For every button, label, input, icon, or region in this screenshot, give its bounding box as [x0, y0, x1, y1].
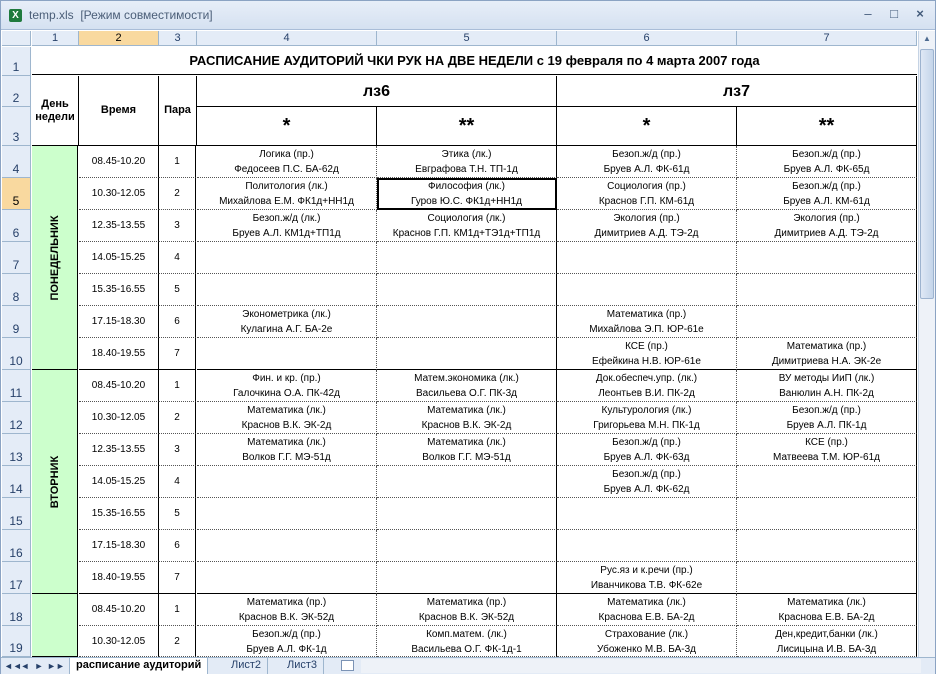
day-cell[interactable]	[32, 594, 78, 657]
schedule-cell[interactable]	[197, 210, 377, 242]
schedule-cell[interactable]	[557, 338, 737, 370]
class-subject: Культурология (лк.)	[601, 405, 692, 416]
schedule-cell[interactable]	[737, 178, 917, 210]
schedule-cell[interactable]	[197, 370, 377, 402]
schedule-cell[interactable]	[197, 242, 377, 274]
schedule-cell[interactable]	[377, 338, 557, 370]
schedule-cell[interactable]	[197, 338, 377, 370]
class-teacher-group: Краснова Е.В. БА-2д	[778, 612, 875, 623]
class-subject: Экология (пр.)	[793, 213, 860, 224]
time-cell[interactable]: 14.05-15.25	[79, 242, 159, 274]
schedule-cell[interactable]	[737, 274, 917, 306]
class-teacher-group: Федосеев П.С. БА-62д	[234, 164, 339, 175]
para-cell[interactable]: 6	[159, 530, 196, 562]
class-teacher-group: Убоженко М.В. БА-3д	[597, 644, 696, 655]
schedule-cell[interactable]	[737, 498, 917, 530]
time-cell[interactable]: 17.15-18.30	[79, 306, 159, 338]
schedule-cell[interactable]	[737, 306, 917, 338]
day-label: ВТОРНИК	[48, 455, 61, 508]
para-cell[interactable]: 5	[159, 498, 196, 530]
row-header[interactable]: 12	[2, 402, 31, 434]
class-subject: Экология (пр.)	[613, 213, 680, 224]
para-cell[interactable]: 7	[159, 562, 196, 594]
schedule-cell[interactable]	[737, 242, 917, 274]
para-cell[interactable]: 6	[159, 306, 196, 338]
class-subject: Безоп.ж/д (пр.)	[792, 149, 861, 160]
class-teacher-group: Краснов В.К. ЭК-2д	[421, 420, 512, 431]
class-subject: Безоп.ж/д (пр.)	[612, 149, 681, 160]
class-subject: Математика (лк.)	[247, 405, 326, 416]
class-subject: Безоп.ж/д (пр.)	[612, 437, 681, 448]
schedule-cell[interactable]	[557, 306, 737, 338]
time-cell[interactable]: 15.35-16.55	[79, 498, 159, 530]
time-cell[interactable]: 08.45-10.20	[79, 146, 159, 178]
column-header[interactable]: 3	[159, 31, 197, 46]
class-subject: КСЕ (пр.)	[805, 437, 848, 448]
class-teacher-group: Бруев А.Л. ФК-61д	[603, 164, 690, 175]
first-sheet-icon[interactable]: ◄◄	[4, 661, 22, 671]
class-teacher-group: Григорьева М.Н. ПК-1д	[593, 420, 700, 431]
day-label: ПОНЕДЕЛЬНИК	[48, 214, 61, 301]
row-header[interactable]: 6	[2, 210, 31, 242]
scroll-up-icon[interactable]: ▲	[923, 34, 931, 43]
class-subject: Док.обеспеч.упр. (лк.)	[595, 373, 698, 384]
header-para[interactable]: Пара	[159, 76, 197, 146]
schedule-cell[interactable]	[377, 530, 557, 562]
para-cell[interactable]: 4	[159, 466, 196, 498]
prev-sheet-icon[interactable]: ◄	[20, 661, 30, 671]
row-header[interactable]: 5	[2, 178, 31, 210]
schedule-cell[interactable]	[377, 370, 557, 402]
para-cell[interactable]: 5	[159, 274, 196, 306]
class-subject: Фин. и кр. (пр.)	[252, 373, 321, 384]
schedule-cell[interactable]	[377, 146, 557, 178]
class-teacher-group: Васильева О.Г. ФК-1д-1	[411, 644, 522, 655]
schedule-cell[interactable]	[377, 466, 557, 498]
schedule-cell[interactable]	[557, 402, 737, 434]
para-cell[interactable]: 3	[159, 210, 196, 242]
class-teacher-group: Ефейкина Н.В. ЮР-61е	[592, 356, 701, 367]
header-time[interactable]: Время	[79, 76, 159, 146]
schedule-cell[interactable]	[737, 210, 917, 242]
schedule-cell[interactable]	[197, 626, 377, 657]
row-header[interactable]: 7	[2, 242, 31, 274]
class-teacher-group: Гуров Ю.С. ФК1д+НН1д	[410, 196, 522, 207]
schedule-cell[interactable]	[737, 370, 917, 402]
sheet-tab-list3[interactable]: Лист3	[281, 658, 324, 674]
class-teacher-group: Краснов Г.П. КМ1д+ТЭ1д+ТП1д	[392, 228, 541, 239]
column-header[interactable]: 2	[79, 31, 159, 46]
class-teacher-group: Леонтьев В.И. ПК-2д	[598, 388, 695, 399]
class-teacher-group: Краснов В.К. ЭК-52д	[418, 612, 515, 623]
time-cell[interactable]: 10.30-12.05	[79, 178, 159, 210]
row-header[interactable]: 17	[2, 562, 31, 594]
schedule-cell[interactable]	[557, 434, 737, 466]
class-teacher-group: Матвеева Т.М. ЮР-61д	[773, 452, 880, 463]
class-subject: Математика (пр.)	[606, 309, 687, 320]
time-cell[interactable]: 12.35-13.55	[79, 434, 159, 466]
schedule-cell[interactable]	[197, 498, 377, 530]
class-teacher-group: Димитриева Н.А. ЭК-2е	[771, 356, 882, 367]
time-cell[interactable]: 18.40-19.55	[79, 562, 159, 594]
column-header[interactable]: 6	[557, 31, 737, 46]
class-teacher-group: Бруев А.Л. ФК-63д	[603, 452, 690, 463]
class-teacher-group: Ванюлин А.Н. ПК-2д	[779, 388, 874, 399]
class-subject: Этика (лк.)	[441, 149, 492, 160]
class-subject: ВУ методы ИиП (лк.)	[778, 373, 875, 384]
schedule-cell[interactable]	[377, 306, 557, 338]
class-subject: Математика (пр.)	[786, 341, 867, 352]
schedule-cell[interactable]	[197, 306, 377, 338]
para-cell[interactable]: 3	[159, 434, 196, 466]
schedule-cell[interactable]	[197, 402, 377, 434]
row-header[interactable]: 10	[2, 338, 31, 370]
schedule-cell[interactable]	[737, 562, 917, 594]
schedule-cell[interactable]	[377, 402, 557, 434]
time-cell[interactable]: 15.35-16.55	[79, 274, 159, 306]
schedule-cell[interactable]	[557, 178, 737, 210]
row-header[interactable]: 19	[2, 626, 31, 657]
class-subject: Социология (пр.)	[607, 181, 686, 192]
class-teacher-group: Бруев А.Л. КМ1д+ТП1д	[232, 228, 341, 239]
schedule-cell[interactable]	[197, 274, 377, 306]
row-header[interactable]: 8	[2, 274, 31, 306]
schedule-cell[interactable]	[737, 626, 917, 657]
next-sheet-icon[interactable]: ►	[34, 661, 44, 671]
title-bar	[1, 1, 935, 30]
day-cell[interactable]	[32, 146, 78, 370]
header-room-lz6[interactable]: лз6	[197, 76, 557, 107]
select-all-corner[interactable]	[2, 31, 31, 46]
class-teacher-group: Кулагина А.Г. БА-2е	[240, 324, 333, 335]
class-subject: Математика (пр.)	[246, 597, 327, 608]
time-cell[interactable]: 10.30-12.05	[79, 626, 159, 657]
sheet-tab-list2[interactable]: Лист2	[225, 658, 268, 674]
time-cell[interactable]: 17.15-18.30	[79, 530, 159, 562]
para-cell[interactable]: 1	[159, 370, 196, 402]
row-header[interactable]: 15	[2, 498, 31, 530]
schedule-cell[interactable]	[197, 530, 377, 562]
schedule-cell[interactable]	[197, 146, 377, 178]
class-teacher-group: Васильева О.Г. ПК-3д	[415, 388, 517, 399]
class-teacher-group: Бруев А.Л. КМ-61д	[783, 196, 870, 207]
time-cell[interactable]: 14.05-15.25	[79, 466, 159, 498]
class-teacher-group: Галочкина О.А. ПК-42д	[233, 388, 340, 399]
last-sheet-icon[interactable]: ►►	[47, 661, 65, 671]
class-subject: Безоп.ж/д (пр.)	[252, 629, 321, 640]
class-teacher-group: Михайлова Э.П. ЮР-61е	[589, 324, 704, 335]
header-week1-lz6[interactable]: *	[197, 107, 377, 146]
header-day[interactable]: День недели	[32, 76, 79, 146]
schedule-cell[interactable]	[197, 466, 377, 498]
schedule-cell[interactable]	[557, 242, 737, 274]
schedule-cell[interactable]	[737, 594, 917, 626]
time-cell[interactable]: 18.40-19.55	[79, 338, 159, 370]
schedule-cell[interactable]	[557, 146, 737, 178]
class-subject: Рус.яз и к.речи (пр.)	[600, 565, 693, 576]
class-teacher-group: Димитриев А.Д. ТЭ-2д	[774, 228, 879, 239]
class-teacher-group: Волков Г.Г. МЭ-51д	[242, 452, 331, 463]
schedule-cell[interactable]	[557, 530, 737, 562]
schedule-cell[interactable]	[377, 178, 557, 210]
class-subject: Математика (пр.)	[426, 597, 507, 608]
time-cell[interactable]: 08.45-10.20	[79, 594, 159, 626]
time-cell[interactable]: 10.30-12.05	[79, 402, 159, 434]
schedule-cell[interactable]	[557, 626, 737, 657]
row-header[interactable]: 14	[2, 466, 31, 498]
schedule-cell[interactable]	[377, 594, 557, 626]
class-subject: Матем.экономика (лк.)	[414, 373, 519, 384]
class-teacher-group: Волков Г.Г. МЭ-51д	[422, 452, 511, 463]
class-teacher-group: Краснова Е.В. БА-2д	[598, 612, 695, 623]
scroll-thumb[interactable]	[920, 49, 934, 299]
column-header[interactable]: 1	[32, 31, 79, 46]
class-teacher-group: Михайлова Е.М. ФК1д+НН1д	[219, 196, 354, 207]
schedule-cell[interactable]	[737, 466, 917, 498]
schedule-cell[interactable]	[557, 498, 737, 530]
column-header[interactable]: 4	[197, 31, 377, 46]
schedule-cell[interactable]	[737, 338, 917, 370]
row-header[interactable]: 16	[2, 530, 31, 562]
row-header[interactable]: 2	[2, 76, 31, 107]
class-teacher-group: Краснов В.К. ЭК-2д	[241, 420, 332, 431]
column-header[interactable]: 7	[737, 31, 917, 46]
header-week2-lz7[interactable]: **	[737, 107, 917, 146]
schedule-cell[interactable]	[377, 498, 557, 530]
class-subject: Математика (лк.)	[247, 437, 326, 448]
class-subject: Политология (лк.)	[245, 181, 328, 192]
schedule-cell[interactable]	[737, 402, 917, 434]
class-subject: Безоп.ж/д (пр.)	[792, 405, 861, 416]
para-cell[interactable]: 2	[159, 626, 196, 657]
schedule-cell[interactable]	[557, 210, 737, 242]
class-subject: Математика (лк.)	[787, 597, 866, 608]
row-header[interactable]: 11	[2, 370, 31, 402]
window-title: temp.xls [Режим совместимости]	[29, 8, 213, 22]
class-teacher-group: Иванчикова Т.В. ФК-62е	[590, 580, 703, 591]
header-week1-lz7[interactable]: *	[557, 107, 737, 146]
excel-app-icon[interactable]: X	[9, 9, 22, 22]
para-cell[interactable]: 2	[159, 402, 196, 434]
class-teacher-group: Димитриев А.Д. ТЭ-2д	[594, 228, 699, 239]
class-subject: Безоп.ж/д (лк.)	[252, 213, 321, 224]
maximize-button[interactable]: □	[890, 6, 898, 21]
minimize-button[interactable]: –	[864, 6, 872, 21]
schedule-cell[interactable]	[557, 594, 737, 626]
schedule-cell[interactable]	[557, 274, 737, 306]
row-header[interactable]: 4	[2, 146, 31, 178]
time-cell[interactable]: 08.45-10.20	[79, 370, 159, 402]
row-header[interactable]: 13	[2, 434, 31, 466]
class-subject: Комп.матем. (лк.)	[426, 629, 507, 640]
class-teacher-group: Бруев А.Л. ФК-65д	[783, 164, 870, 175]
schedule-cell[interactable]	[557, 562, 737, 594]
class-teacher-group: Бруев А.Л. ПК-1д	[786, 420, 867, 431]
class-teacher-group: Евграфова Т.Н. ТП-1д	[415, 164, 518, 175]
class-subject: Эконометрика (лк.)	[242, 309, 331, 320]
schedule-cell[interactable]	[377, 274, 557, 306]
class-subject: Математика (лк.)	[607, 597, 686, 608]
class-subject: КСЕ (пр.)	[625, 341, 668, 352]
sheet-title[interactable]: РАСПИСАНИЕ АУДИТОРИЙ ЧКИ РУК НА ДВЕ НЕДЕЛИ с 19 февраля по 4 марта 2007 года	[32, 47, 917, 75]
schedule-cell[interactable]	[197, 594, 377, 626]
class-subject: Логика (пр.)	[259, 149, 314, 160]
row-header[interactable]: 9	[2, 306, 31, 338]
day-cell[interactable]	[32, 370, 78, 594]
class-subject: Математика (лк.)	[427, 405, 506, 416]
para-cell[interactable]: 2	[159, 178, 196, 210]
para-cell[interactable]: 4	[159, 242, 196, 274]
class-subject: Ден,кредит,банки (лк.)	[775, 629, 878, 640]
class-subject: Безоп.ж/д (пр.)	[792, 181, 861, 192]
schedule-cell[interactable]	[737, 146, 917, 178]
schedule-cell[interactable]	[737, 434, 917, 466]
class-teacher-group: Лисицына И.В. БА-3д	[776, 644, 877, 655]
header-week2-lz6[interactable]: **	[377, 107, 557, 146]
schedule-cell[interactable]	[557, 466, 737, 498]
schedule-cell[interactable]	[197, 562, 377, 594]
class-teacher-group: Бруев А.Л. ФК-62д	[603, 484, 690, 495]
schedule-cell[interactable]	[377, 210, 557, 242]
horizontal-scrollbar[interactable]	[361, 659, 921, 673]
para-cell[interactable]: 1	[159, 594, 196, 626]
vertical-scrollbar[interactable]	[918, 31, 935, 657]
para-cell[interactable]: 7	[159, 338, 196, 370]
class-subject: Социология (лк.)	[427, 213, 506, 224]
para-cell[interactable]: 1	[159, 146, 196, 178]
row-header[interactable]: 3	[2, 107, 31, 146]
schedule-cell[interactable]	[377, 242, 557, 274]
schedule-cell[interactable]	[377, 562, 557, 594]
schedule-cell[interactable]	[197, 434, 377, 466]
sheet-tab-bar	[1, 657, 935, 674]
row-header[interactable]: 1	[2, 47, 31, 76]
schedule-cell[interactable]	[557, 370, 737, 402]
row-header[interactable]: 18	[2, 594, 31, 626]
class-subject: Безоп.ж/д (пр.)	[612, 469, 681, 480]
header-room-lz7[interactable]: лз7	[557, 76, 917, 107]
class-teacher-group: Бруев А.Л. ФК-1д	[246, 644, 327, 655]
class-teacher-group: Краснов Г.П. КМ-61д	[598, 196, 695, 207]
class-teacher-group: Краснов В.К. ЭК-52д	[238, 612, 335, 623]
schedule-cell[interactable]	[377, 434, 557, 466]
schedule-cell[interactable]	[377, 626, 557, 657]
schedule-cell[interactable]	[737, 530, 917, 562]
close-button[interactable]: ×	[916, 6, 924, 21]
class-subject: Страхование (лк.)	[604, 629, 689, 640]
sheet-tab-schedule[interactable]: расписание аудиторий	[69, 658, 208, 674]
time-cell[interactable]: 12.35-13.55	[79, 210, 159, 242]
class-subject: Философия (лк.)	[427, 181, 506, 192]
column-header[interactable]: 5	[377, 31, 557, 46]
schedule-cell[interactable]	[197, 178, 377, 210]
class-subject: Математика (лк.)	[427, 437, 506, 448]
insert-sheet-icon[interactable]	[341, 660, 354, 671]
